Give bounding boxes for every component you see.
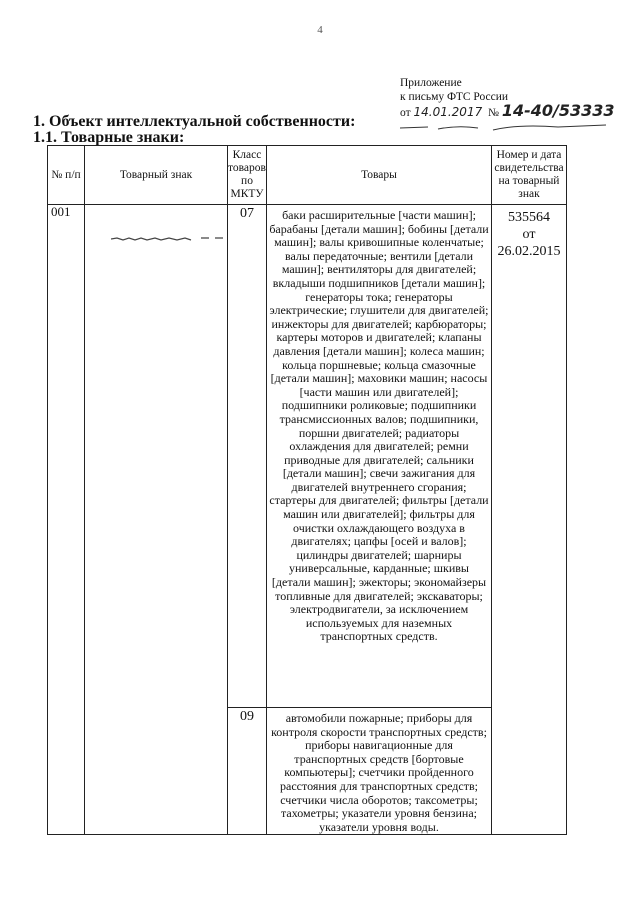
class-code: 07 (228, 205, 267, 708)
handwritten-number: 14-40/53333 (501, 101, 615, 120)
header-num: № п/п (48, 146, 85, 205)
registration-cell (492, 205, 567, 835)
handwritten-date: 14.01.2017 (413, 105, 483, 119)
goods-list: баки расширительные [части машин]; барабаны [детали машин]; бобины [детали машин]; валы кривошипные коленчатые; валы передаточные; вентили [детали машин]; вентиляторы для двигателей; вкладыши подшипников [детали машин]; генераторы тока; генераторы электрические; глушители для двигателей; инжекторы для двигателей; карбюраторы; картеры моторов и двигателей; клапаны давления [детали машин]; колеса машин; кольца поршневые; кольца смазочные [детали машин]; маховики машин; насосы [части машин или двигателей]; подшипники роликовые; подшипники трансмиссионных валов; подшипники, поршни двигателей; радиаторы охлаждения для двигателей; ремни приводные для двигателей; сальники [детали машин]; свечи зажигания для двигателей внутреннего сгорания; стартеры для двигателей; фильтры [детали машин или двигателей]; фильтры для очистки охлаждающего воздуха в двигателях; цапфы [осей и валов]; цилиндры двигателей; шарниры универсальные, карданные; шкивы [детали машин]; эжекторы; экономайзеры топливные для двигателей; экскаваторы; электродвигатели, за исключением используемых для наземных транспортных средств. (267, 205, 492, 708)
heading-trademarks: 1.1. Товарные знаки: (33, 129, 185, 146)
header-mark: Товарный знак (85, 146, 228, 205)
trademark-image-cell (85, 205, 228, 835)
page-number: 4 (317, 24, 323, 36)
registration-number: 535564 (508, 210, 550, 225)
table-row (48, 205, 567, 708)
number-prefix: № (487, 107, 499, 119)
header-class: Класс товаров по МКТУ (228, 146, 267, 205)
signature-underline (398, 122, 610, 132)
appendix-recipient: к письму ФТС России (400, 91, 509, 103)
registration-date: 26.02.2015 (497, 244, 561, 259)
appendix-label: Приложение (400, 77, 462, 89)
trademark-table (47, 145, 567, 835)
goods-list: автомобили пожарные; приборы для контроля скорости транспортных средств; приборы навигационные для транспортных средств [бортовые компьютеры]; счетчики пройденного расстояния для транспортных средств; счетчики числа оборотов; таксометры; тахометры; указатели уровня бензина; указатели уровня воды. (267, 708, 492, 835)
class-code: 09 (228, 708, 267, 835)
appendix-block (400, 76, 615, 120)
header-goods: Товары (267, 146, 492, 205)
date-prefix: от (400, 107, 411, 119)
header-registration: Номер и дата свидетельства на товарный знак (492, 146, 567, 205)
row-number: 001 (48, 205, 85, 835)
trademark-image (111, 235, 223, 243)
table-header-row (48, 146, 567, 205)
appendix-date-line (400, 101, 615, 120)
heading-ip-object: 1. Объект интеллектуальной собственности: (33, 113, 356, 130)
registration-from: от (522, 227, 536, 242)
